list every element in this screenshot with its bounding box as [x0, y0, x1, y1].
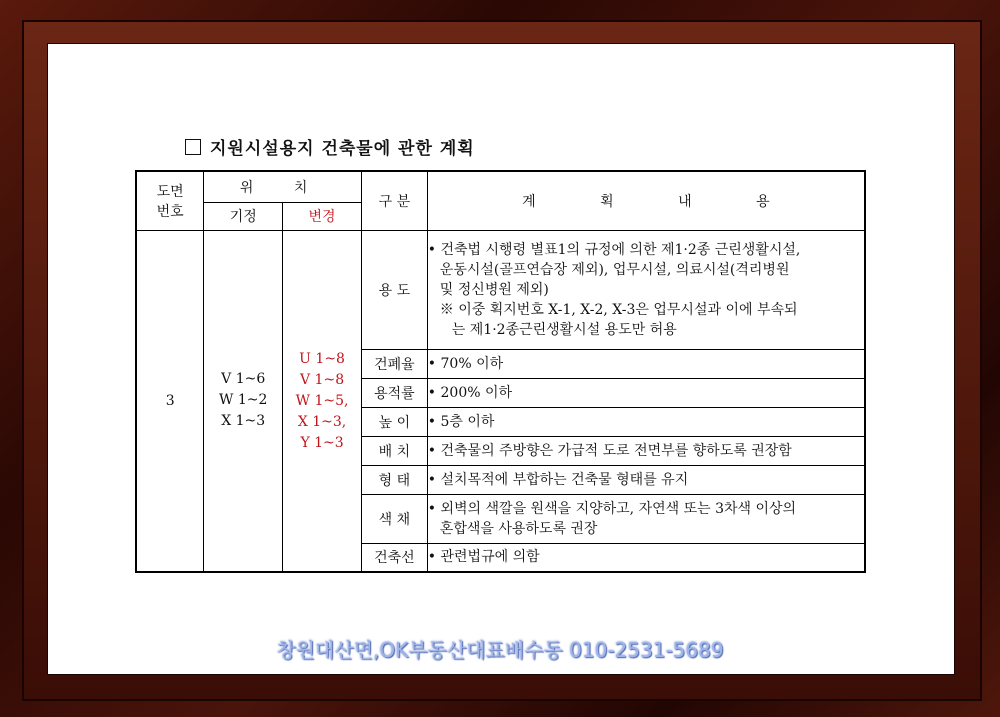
changed-line: X 1~3, — [297, 413, 347, 430]
changed-line: W 1~5, — [295, 392, 349, 409]
content-height: • 5층 이하 — [427, 407, 865, 436]
content-coverage: • 70% 이하 — [427, 349, 865, 378]
content-line: 는 제1·2종근린생활시설 용도만 허용 — [451, 321, 677, 338]
existing-line: V 1~6 — [221, 371, 266, 388]
content-use — [427, 230, 865, 349]
category-coverage: 건폐율 — [361, 349, 427, 378]
content-color — [427, 494, 865, 543]
content-layout: • 건축물의 주방향은 가급적 도로 전면부를 향하도록 권장함 — [427, 436, 865, 465]
changed-line: Y 1~3 — [300, 434, 344, 451]
category-height: 높 이 — [361, 407, 427, 436]
content-line: ※ 이중 획지번호 X-1, X-2, X-3은 업무시설과 이에 부속되 — [439, 301, 798, 318]
content-line: 혼합색을 사용하도록 권장 — [439, 520, 598, 537]
existing-line: X 1~3 — [221, 413, 266, 430]
header-sheet-no-line1: 도면 — [156, 183, 184, 200]
category-color: 색 채 — [361, 494, 427, 543]
category-building-line: 건축선 — [361, 543, 427, 572]
content-building-line: • 관련법규에 의함 — [427, 543, 865, 572]
content-line: 및 정신병원 제외) — [439, 281, 549, 298]
watermark-contact: 창원대산면,OK부동산대표배수동 010-2531-5689 — [276, 638, 724, 662]
changed-line: U 1~8 — [299, 350, 345, 367]
category-use: 용 도 — [361, 230, 427, 349]
header-content — [427, 171, 865, 230]
plan-table — [135, 170, 866, 573]
content-form: • 설치목적에 부합하는 건축물 형태를 유지 — [427, 465, 865, 494]
header-location: 위 치 — [204, 171, 362, 202]
document-title — [185, 134, 475, 159]
checkbox-icon — [185, 139, 201, 155]
category-layout: 배 치 — [361, 436, 427, 465]
changed-line: V 1~8 — [300, 371, 345, 388]
header-sheet-no — [136, 171, 204, 230]
header-sheet-no-line2: 번호 — [156, 203, 184, 220]
title-text: 지원시설용지 건축물에 관한 계획 — [210, 139, 475, 159]
content-line: • 외벽의 색깔을 원색을 지양하고, 자연색 또는 3차색 이상의 — [427, 500, 797, 517]
category-form: 형 태 — [361, 465, 427, 494]
existing-line: W 1~2 — [219, 392, 268, 409]
header-existing: 기정 — [204, 202, 283, 230]
changed-location — [283, 230, 362, 572]
header-changed: 변경 — [283, 202, 362, 230]
content-line: • 건축법 시행령 별표1의 규정에 의한 제1·2종 근린생활시설, — [427, 241, 801, 258]
existing-location — [204, 230, 283, 572]
content-line: 운동시설(골프연습장 제외), 업무시설, 의료시설(격리병원 — [439, 261, 790, 278]
header-category: 구 분 — [361, 171, 427, 230]
sheet-number: 3 — [136, 230, 204, 572]
header-content-text: 계 획 내 용 — [522, 193, 770, 210]
content-floor-area: • 200% 이하 — [427, 378, 865, 407]
category-floor-area: 용적률 — [361, 378, 427, 407]
